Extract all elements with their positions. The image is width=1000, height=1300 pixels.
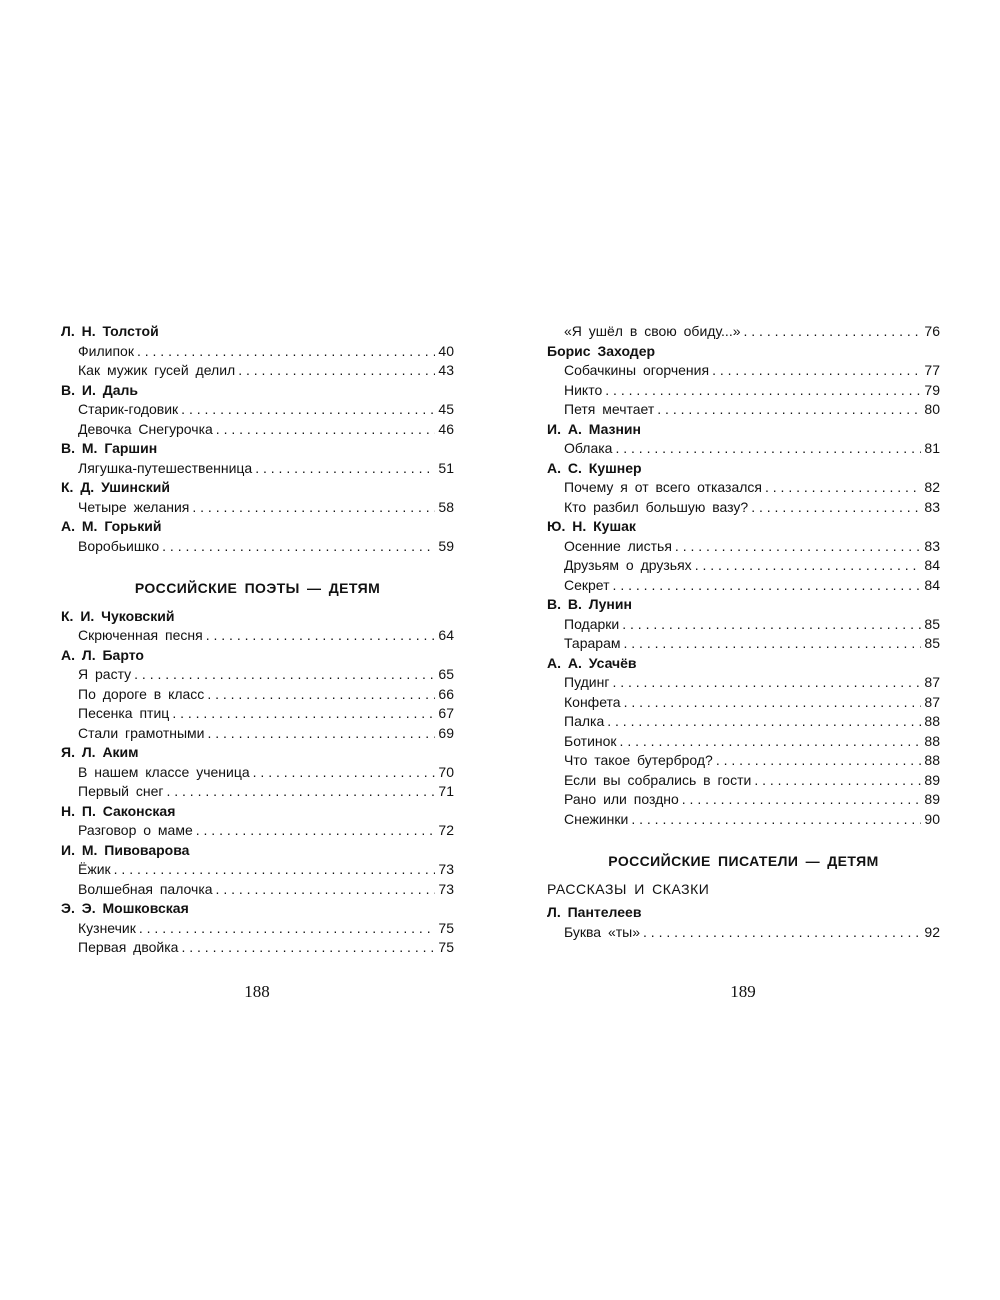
toc-entry-page: 81 bbox=[924, 440, 940, 456]
toc-leader-dots bbox=[613, 576, 922, 596]
toc-leader-dots bbox=[181, 400, 435, 420]
toc-entry[interactable] bbox=[61, 498, 454, 518]
toc-entry-title: Собачкины огорчения bbox=[564, 362, 710, 378]
toc-leader-dots bbox=[607, 712, 921, 732]
toc-entry-page: 85 bbox=[924, 615, 940, 632]
toc-entry-page: 89 bbox=[924, 771, 940, 788]
author-name: В. В. Лунин bbox=[547, 596, 632, 612]
toc-entry-title: Скрюченная песня bbox=[78, 627, 203, 643]
author-name: А. М. Горький bbox=[61, 518, 162, 534]
toc-leader-dots bbox=[605, 381, 921, 401]
toc-entry[interactable] bbox=[61, 763, 454, 783]
toc-entry-title: Тарарам bbox=[564, 635, 621, 651]
author-name: Н. П. Саконская bbox=[61, 802, 176, 819]
toc-entry[interactable] bbox=[61, 665, 454, 685]
toc-entry-page: 45 bbox=[438, 401, 454, 417]
author-name: К. И. Чуковский bbox=[61, 607, 175, 624]
toc-entry[interactable] bbox=[61, 860, 454, 880]
toc-entry-title: Никто bbox=[564, 381, 603, 398]
author-name: Ю. Н. Кушак bbox=[547, 518, 636, 534]
toc-entry-title: Что такое бутерброд? bbox=[564, 752, 713, 768]
toc-entry-title: «Я ушёл в свою обиду...» bbox=[564, 323, 741, 339]
toc-entry-page: 70 bbox=[438, 763, 454, 780]
toc-leader-dots bbox=[620, 732, 922, 752]
toc-entry-title: Секрет bbox=[564, 576, 610, 593]
author-name: Э. Э. Мошковская bbox=[61, 900, 189, 916]
toc-leader-dots bbox=[615, 439, 921, 459]
toc-leader-dots bbox=[765, 478, 921, 498]
toc-entry-title: Подарки bbox=[564, 615, 620, 632]
toc-entry-page: 73 bbox=[438, 880, 454, 897]
toc-entry-title: Старик-годовик bbox=[78, 401, 179, 417]
left-page-contents bbox=[61, 322, 454, 958]
author-name: А. С. Кушнер bbox=[547, 459, 642, 476]
toc-leader-dots bbox=[172, 704, 435, 724]
toc-entry-title: Петя мечтает bbox=[564, 401, 655, 417]
toc-leader-dots bbox=[253, 763, 436, 783]
toc-entry-title: Стали грамотными bbox=[78, 724, 205, 741]
toc-entry-page: 79 bbox=[924, 381, 940, 398]
toc-entry[interactable] bbox=[547, 615, 940, 635]
toc-leader-dots bbox=[612, 673, 921, 693]
toc-entry[interactable] bbox=[61, 782, 454, 802]
toc-entry[interactable] bbox=[61, 938, 454, 958]
toc-entry[interactable] bbox=[547, 751, 940, 771]
section-title-writers: РОССИЙСКИЕ ПИСАТЕЛИ — ДЕТЯМ bbox=[608, 853, 879, 869]
toc-entry[interactable] bbox=[547, 400, 940, 420]
toc-entry-page: 73 bbox=[438, 861, 454, 877]
left-author-groups bbox=[61, 322, 454, 556]
toc-entry-page: 75 bbox=[438, 919, 454, 936]
author-name: Борис Заходер bbox=[547, 342, 656, 359]
toc-leader-dots bbox=[207, 685, 435, 705]
toc-entry[interactable] bbox=[547, 576, 940, 596]
toc-leader-dots bbox=[206, 626, 436, 646]
toc-leader-dots bbox=[623, 634, 921, 654]
subsection-title-stories: РАССКАЗЫ И СКАЗКИ bbox=[547, 880, 710, 897]
toc-leader-dots bbox=[134, 665, 435, 685]
toc-entry-continued[interactable] bbox=[547, 322, 940, 342]
toc-entry-page: 80 bbox=[924, 401, 940, 417]
toc-leader-dots bbox=[754, 771, 921, 791]
toc-entry-page: 59 bbox=[438, 537, 454, 554]
author-name: И. А. Мазнин bbox=[547, 420, 641, 437]
toc-entry-page: 89 bbox=[924, 791, 940, 807]
toc-entry[interactable] bbox=[547, 537, 940, 557]
section-title-poets: РОССИЙСКИЕ ПОЭТЫ — ДЕТЯМ bbox=[134, 580, 381, 596]
toc-entry[interactable] bbox=[547, 381, 940, 401]
toc-entry-title: Осенние листья bbox=[564, 537, 672, 554]
toc-leader-dots bbox=[181, 938, 435, 958]
toc-entry-page: 76 bbox=[924, 323, 940, 339]
toc-entry-page: 84 bbox=[924, 576, 940, 593]
toc-leader-dots bbox=[192, 498, 435, 518]
toc-entry-title: Буква «ты» bbox=[564, 923, 641, 940]
toc-entry[interactable] bbox=[61, 919, 454, 939]
toc-entry-page: 65 bbox=[438, 666, 454, 682]
toc-entry-title: Рано или поздно bbox=[564, 791, 679, 807]
toc-leader-dots bbox=[624, 693, 922, 713]
author-name: В. М. Гаршин bbox=[61, 440, 158, 456]
toc-entry-page: 87 bbox=[924, 674, 940, 690]
toc-entry-page: 92 bbox=[924, 923, 940, 940]
toc-leader-dots bbox=[751, 498, 921, 518]
author-name: И. М. Пивоварова bbox=[61, 841, 190, 858]
toc-entry-page: 85 bbox=[924, 635, 940, 651]
toc-leader-dots bbox=[675, 537, 922, 557]
toc-entry-title: Лягушка-путешественница bbox=[78, 459, 253, 476]
toc-leader-dots bbox=[196, 821, 436, 841]
toc-entry-page: 46 bbox=[438, 420, 454, 437]
toc-leader-dots bbox=[137, 342, 435, 362]
toc-entry-title: Девочка Снегурочка bbox=[78, 420, 213, 437]
toc-entry-page: 88 bbox=[924, 752, 940, 768]
toc-entry-title: Друзьям о друзьях bbox=[564, 557, 692, 573]
toc-leader-dots bbox=[255, 459, 435, 479]
left-author-groups-poets bbox=[61, 607, 454, 958]
toc-entry[interactable] bbox=[547, 498, 940, 518]
toc-entry-page: 64 bbox=[438, 627, 454, 643]
toc-entry[interactable] bbox=[61, 361, 454, 381]
toc-entry[interactable] bbox=[61, 626, 454, 646]
toc-entry-page: 87 bbox=[924, 693, 940, 710]
toc-entry[interactable] bbox=[547, 361, 940, 381]
toc-entry[interactable] bbox=[547, 439, 940, 459]
toc-entry-page: 72 bbox=[438, 822, 454, 838]
toc-entry-title: Как мужик гусей делил bbox=[78, 362, 236, 378]
toc-entry-title: Воробьишко bbox=[78, 537, 160, 554]
author-name: В. И. Даль bbox=[61, 381, 138, 398]
toc-entry[interactable] bbox=[61, 880, 454, 900]
toc-entry-page: 83 bbox=[924, 498, 940, 515]
toc-leader-dots bbox=[695, 556, 922, 576]
toc-entry[interactable] bbox=[61, 704, 454, 724]
toc-entry-title: Снежинки bbox=[564, 810, 629, 827]
toc-leader-dots bbox=[207, 724, 435, 744]
toc-leader-dots bbox=[139, 919, 436, 939]
toc-leader-dots bbox=[238, 361, 435, 381]
toc-entry[interactable] bbox=[61, 724, 454, 744]
toc-entry-page: 77 bbox=[924, 362, 940, 378]
toc-entry[interactable] bbox=[61, 420, 454, 440]
toc-leader-dots bbox=[216, 420, 436, 440]
page-number-right: 189 bbox=[730, 982, 756, 1001]
toc-entry-title: По дороге в класс bbox=[78, 685, 205, 702]
right-author-groups-writers bbox=[547, 903, 940, 942]
toc-entry-title: Конфета bbox=[564, 693, 621, 710]
toc-entry[interactable] bbox=[61, 459, 454, 479]
toc-entry[interactable] bbox=[61, 685, 454, 705]
toc-entry-page: 67 bbox=[438, 705, 454, 721]
toc-leader-dots bbox=[716, 751, 922, 771]
toc-entry-page: 83 bbox=[924, 537, 940, 554]
toc-entry[interactable] bbox=[547, 556, 940, 576]
toc-entry-page: 51 bbox=[438, 459, 454, 476]
toc-entry-title: Палка bbox=[564, 713, 605, 729]
toc-leader-dots bbox=[114, 860, 436, 880]
toc-entry-title: Ёжик bbox=[78, 861, 111, 877]
toc-entry-title: Песенка птиц bbox=[78, 705, 170, 721]
right-author-groups bbox=[547, 342, 940, 830]
toc-leader-dots bbox=[712, 361, 921, 381]
author-name: Я. Л. Аким bbox=[61, 744, 139, 760]
toc-leader-dots bbox=[657, 400, 921, 420]
toc-entry-title: Первый снег bbox=[78, 783, 164, 799]
toc-entry-title: Разговор о маме bbox=[78, 822, 193, 838]
toc-entry-page: 90 bbox=[924, 810, 940, 827]
author-name: К. Д. Ушинский bbox=[61, 479, 170, 495]
toc-entry[interactable] bbox=[61, 821, 454, 841]
toc-entry[interactable] bbox=[547, 810, 940, 830]
toc-entry-page: 88 bbox=[924, 713, 940, 729]
toc-leader-dots bbox=[643, 923, 921, 943]
toc-entry-title: Пудинг bbox=[564, 674, 610, 690]
toc-entry-page: 58 bbox=[438, 498, 454, 515]
toc-entry-page: 84 bbox=[924, 557, 940, 573]
toc-entry-title: Ботинок bbox=[564, 732, 617, 749]
toc-entry-title: Я расту bbox=[78, 666, 132, 682]
toc-entry[interactable] bbox=[61, 342, 454, 362]
toc-leader-dots bbox=[744, 322, 922, 342]
toc-entry[interactable] bbox=[547, 732, 940, 752]
toc-entry-title: Четыре желания bbox=[78, 498, 190, 515]
page-number-left: 188 bbox=[244, 982, 270, 1001]
toc-leader-dots bbox=[622, 615, 921, 635]
toc-entry-page: 82 bbox=[924, 479, 940, 495]
toc-entry-page: 88 bbox=[924, 732, 940, 749]
toc-entry-title: Первая двойка bbox=[78, 939, 179, 955]
toc-entry[interactable] bbox=[547, 693, 940, 713]
toc-entry[interactable] bbox=[547, 771, 940, 791]
toc-leader-dots bbox=[631, 810, 921, 830]
toc-entry-title: Кузнечик bbox=[78, 919, 136, 936]
toc-entry-title: Волшебная палочка bbox=[78, 880, 213, 897]
author-name: Л. Пантелеев bbox=[547, 904, 642, 920]
toc-leader-dots bbox=[162, 537, 435, 557]
toc-entry-title: Кто разбил большую вазу? bbox=[564, 498, 749, 515]
toc-leader-dots bbox=[166, 782, 435, 802]
toc-entry-title: Филипок bbox=[78, 342, 134, 359]
toc-entry-title: Если вы собрались в гости bbox=[564, 771, 752, 788]
toc-entry[interactable] bbox=[547, 712, 940, 732]
toc-entry[interactable] bbox=[547, 478, 940, 498]
toc-entry-page: 69 bbox=[438, 724, 454, 741]
toc-entry-page: 43 bbox=[438, 362, 454, 378]
toc-leader-dots bbox=[682, 790, 922, 810]
toc-entry[interactable] bbox=[547, 790, 940, 810]
toc-entry[interactable] bbox=[61, 400, 454, 420]
toc-entry-page: 66 bbox=[438, 685, 454, 702]
toc-entry[interactable] bbox=[547, 923, 940, 943]
author-name: А. А. Усачёв bbox=[547, 654, 637, 671]
right-page-contents bbox=[547, 322, 940, 942]
toc-entry-page: 71 bbox=[438, 783, 454, 799]
toc-entry-page: 40 bbox=[438, 342, 454, 359]
toc-leader-dots bbox=[216, 880, 436, 900]
toc-entry-title: Облака bbox=[564, 440, 613, 456]
toc-entry-page: 75 bbox=[438, 939, 454, 955]
author-name: А. Л. Барто bbox=[61, 646, 144, 663]
toc-entry[interactable] bbox=[547, 673, 940, 693]
toc-entry[interactable] bbox=[547, 634, 940, 654]
toc-entry-title: Почему я от всего отказался bbox=[564, 479, 762, 495]
toc-entry-title: В нашем классе ученица bbox=[78, 763, 250, 780]
author-name: Л. Н. Толстой bbox=[61, 323, 159, 339]
toc-entry[interactable] bbox=[61, 537, 454, 557]
